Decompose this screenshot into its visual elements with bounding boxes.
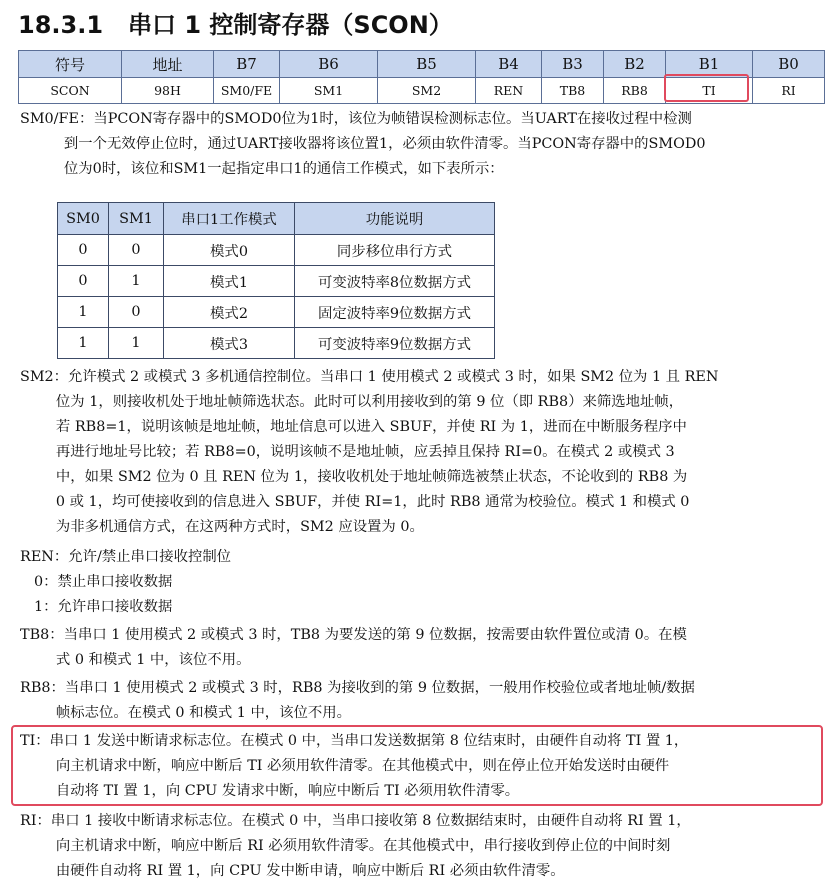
sm2-description xyxy=(20,365,820,540)
mode-row xyxy=(58,266,495,297)
text-line: 到一个无效停止位时，通过UART接收器将该位置1，必须由软件清零。当PCON寄存器中的SMOD0 xyxy=(63,136,706,152)
text-line: 式 0 和模式 1 中，该位不用。 xyxy=(55,652,251,668)
mode-table xyxy=(57,202,495,359)
text-line: RI：串口 1 接收中断请求标志位。在模式 0 中，当串口接收第 8 位数据结束时，由硬件自动将 RI 置 1， xyxy=(20,813,691,829)
reg-value-cell: SM1 xyxy=(280,78,378,104)
text-line: 1：允许串口接收数据 xyxy=(33,599,173,615)
text-line: 由硬件自动将 RI 置 1，向 CPU 发中断申请，响应中断后 RI 必须由软件清零。 xyxy=(55,863,565,879)
mode-cell: 模式2 xyxy=(164,297,295,328)
mode-header-row xyxy=(58,203,495,235)
reg-value-cell-ti: TI xyxy=(666,78,753,104)
mode-header-cell: SM0 xyxy=(58,203,109,235)
reg-value-cell: TB8 xyxy=(542,78,604,104)
rb8-description xyxy=(20,676,820,726)
mode-header-cell: 功能说明 xyxy=(295,203,495,235)
reg-value-cell: 98H xyxy=(122,78,214,104)
mode-cell: 可变波特率8位数据方式 xyxy=(295,266,495,297)
text-line: SM2：允许模式 2 或模式 3 多机通信控制位。当串口 1 使用模式 2 或模式 3 时，如果 SM2 位为 1 且 REN xyxy=(20,369,719,385)
ti-description-highlight xyxy=(11,725,823,806)
text-line: 再进行地址号比较；若 RB8=0，说明该帧不是地址帧，应丢掉且保持 RI=0。在模式 2 或模式 3 xyxy=(55,444,675,460)
tb8-description xyxy=(20,623,820,673)
text-line: 若 RB8=1，说明该帧是地址帧，地址信息可以进入 SBUF，并使 RI 为 1，进而在中断服务程序中 xyxy=(55,419,687,435)
text-line: TI：串口 1 发送中断请求标志位。在模式 0 中，当串口发送数据第 8 位结束时，由硬件自动将 TI 置 1， xyxy=(20,733,689,749)
text-line: 为非多机通信方式，在这两种方式时，SM2 应设置为 0。 xyxy=(55,519,424,535)
text-line: REN：允许/禁止串口接收控制位 xyxy=(20,549,232,565)
mode-cell: 0 xyxy=(58,266,109,297)
mode-cell: 0 xyxy=(109,235,164,266)
text-line: SM0/FE：当PCON寄存器中的SMOD0位为1时，该位为帧错误检测标志位。当UART在接收过程中检测 xyxy=(20,111,692,127)
reg-header-cell: B0 xyxy=(753,51,825,78)
section-number: 18.3.1 xyxy=(18,11,104,39)
ren-description xyxy=(20,545,820,620)
reg-header-cell: B5 xyxy=(378,51,476,78)
reg-header-cell: B6 xyxy=(280,51,378,78)
text-line: 向主机请求中断，响应中断后 TI 必须用软件清零。在其他模式中，则在停止位开始发送时由硬件 xyxy=(55,758,670,774)
text-line: 位为0时，该位和SM1一起指定串口1的通信工作模式，如下表所示： xyxy=(63,161,504,177)
text-line: 0：禁止串口接收数据 xyxy=(33,574,173,590)
ti-cell-highlight xyxy=(664,74,749,102)
reg-value-cell: SCON xyxy=(19,78,122,104)
section-title: 串口 1 控制寄存器（SCON） xyxy=(128,11,453,39)
reg-header-cell: B3 xyxy=(542,51,604,78)
reg-value-cell: RB8 xyxy=(604,78,666,104)
reg-value-cell: SM2 xyxy=(378,78,476,104)
text-line: 位为 1，则接收机处于地址帧筛选状态。此时可以利用接收到的第 9 位（即 RB8）来筛选地址帧， xyxy=(55,394,684,410)
text-line: 自动将 TI 置 1，向 CPU 发请求中断，响应中断后 TI 必须用软件清零。 xyxy=(55,783,520,799)
mode-cell: 模式1 xyxy=(164,266,295,297)
text-line: RB8：当串口 1 使用模式 2 或模式 3 时，RB8 为接收到的第 9 位数据，一般用作校验位或者地址帧/数据 xyxy=(20,680,695,696)
reg-header-cell: B7 xyxy=(214,51,280,78)
text-line: 向主机请求中断，响应中断后 RI 必须用软件清零。在其他模式中，串行接收到停止位的中间时刻 xyxy=(55,838,671,854)
reg-header-cell: B1 xyxy=(666,51,753,78)
mode-cell: 1 xyxy=(109,328,164,359)
mode-header-cell: 串口1工作模式 xyxy=(164,203,295,235)
mode-cell: 模式3 xyxy=(164,328,295,359)
text-line: 0 或 1，均可使接收到的信息进入 SBUF，并使 RI=1，此时 RB8 通常为校验位。模式 1 和模式 0 xyxy=(55,494,690,510)
reg-value-cell: RI xyxy=(753,78,825,104)
reg-header-cell: 地址 xyxy=(122,51,214,78)
reg-value-cell: REN xyxy=(476,78,542,104)
text-line: 中，如果 SM2 位为 0 且 REN 位为 1，接收收机处于地址帧筛选被禁止状态，不论收到的 RB8 为 xyxy=(55,469,688,485)
mode-header-cell: SM1 xyxy=(109,203,164,235)
mode-cell: 固定波特率9位数据方式 xyxy=(295,297,495,328)
mode-cell: 0 xyxy=(109,297,164,328)
mode-cell: 1 xyxy=(58,297,109,328)
mode-row xyxy=(58,328,495,359)
ri-description xyxy=(20,809,820,884)
mode-cell: 模式0 xyxy=(164,235,295,266)
text-line: TB8：当串口 1 使用模式 2 或模式 3 时，TB8 为要发送的第 9 位数据，按需要由软件置位或清 0。在模 xyxy=(20,627,687,643)
section-heading xyxy=(18,6,818,44)
reg-value-cell: SM0/FE xyxy=(214,78,280,104)
mode-cell: 可变波特率9位数据方式 xyxy=(295,328,495,359)
mode-cell: 1 xyxy=(58,328,109,359)
reg-header-cell: B2 xyxy=(604,51,666,78)
reg-header-cell: B4 xyxy=(476,51,542,78)
mode-cell: 同步移位串行方式 xyxy=(295,235,495,266)
reg-header-cell: 符号 xyxy=(19,51,122,78)
mode-cell: 0 xyxy=(58,235,109,266)
mode-row xyxy=(58,297,495,328)
mode-cell: 1 xyxy=(109,266,164,297)
sm0fe-description xyxy=(20,107,820,182)
text-line: 帧标志位。在模式 0 和模式 1 中，该位不用。 xyxy=(55,705,351,721)
mode-row xyxy=(58,235,495,266)
